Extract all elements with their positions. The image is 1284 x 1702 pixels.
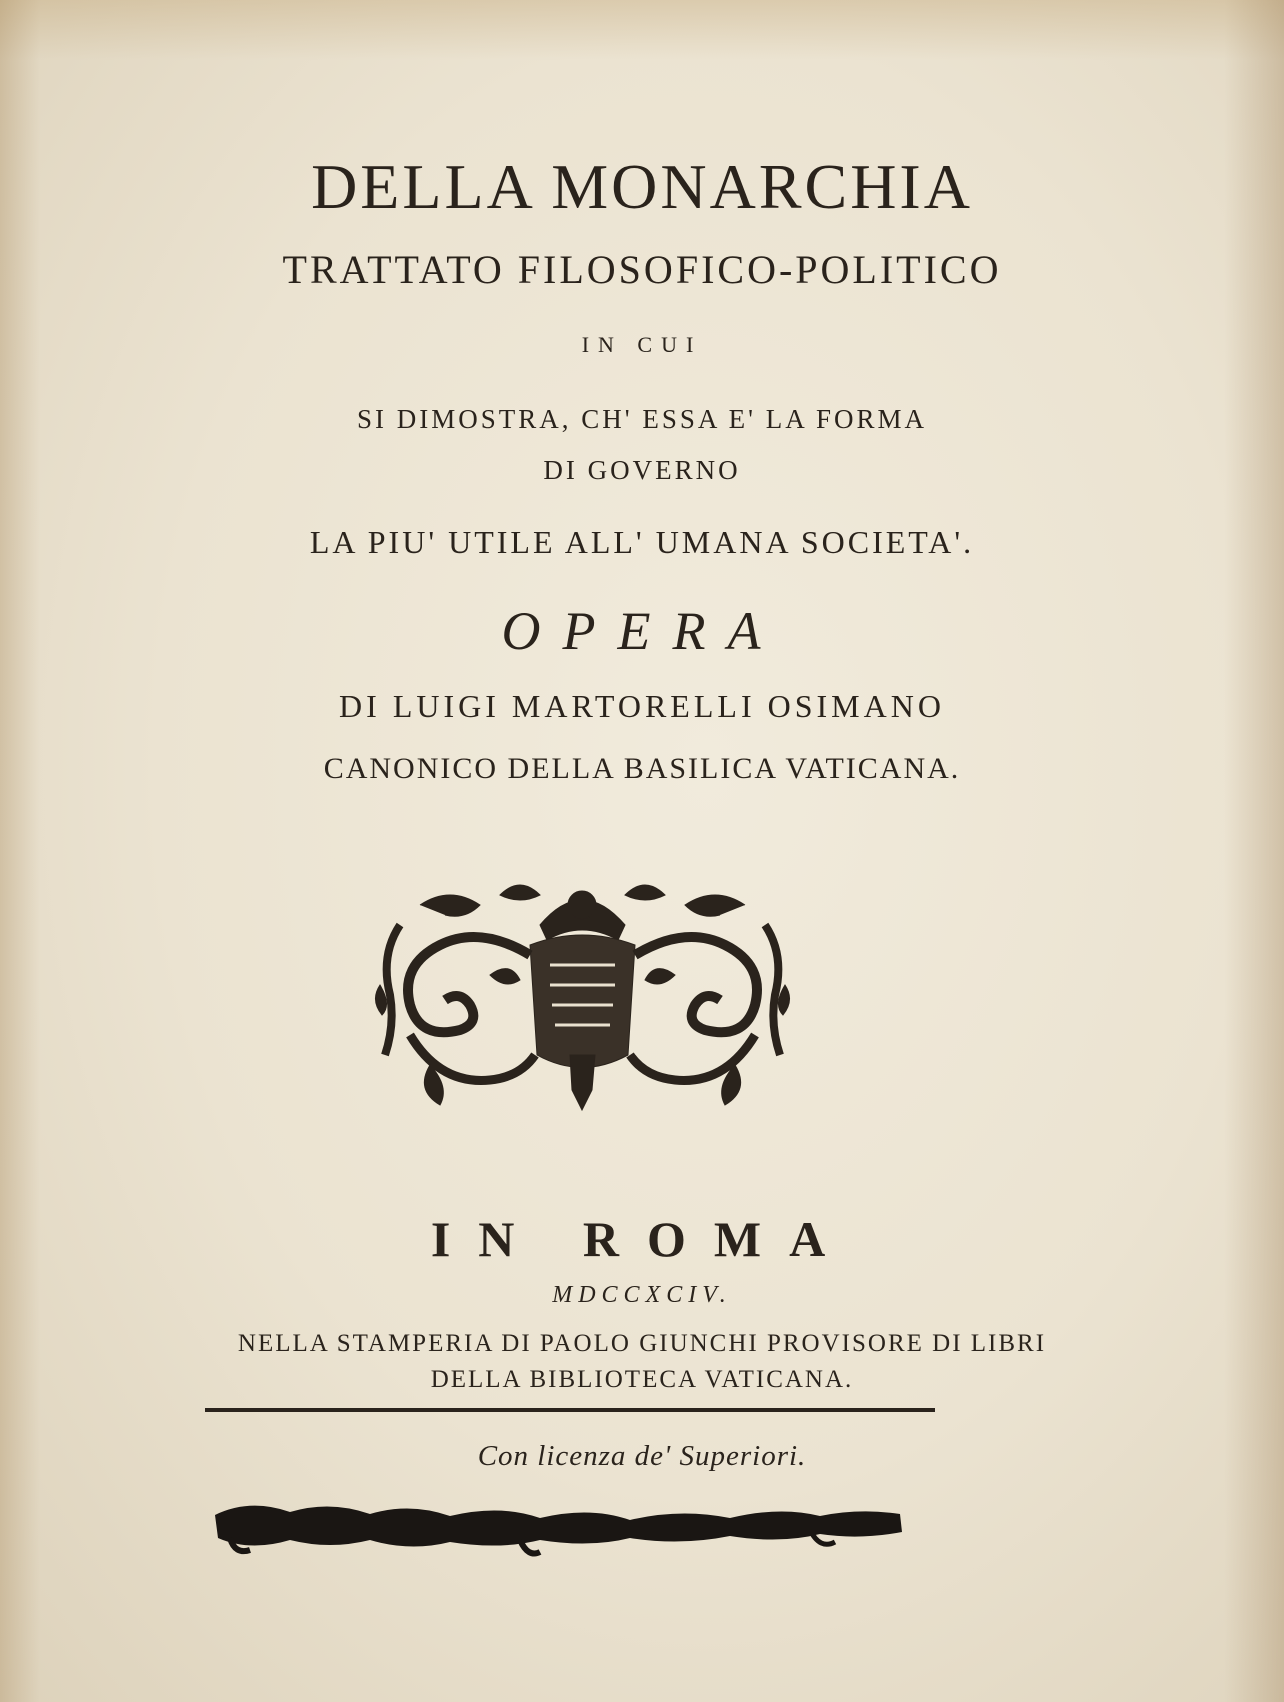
author-line: DI LUIGI MARTORELLI OSIMANO	[339, 688, 945, 724]
paper-stain-top	[0, 0, 1284, 60]
ink-redaction-mark	[210, 1490, 910, 1560]
printer-ornament-icon	[370, 865, 795, 1120]
printer-line-2: DELLA BIBLIOTECA VATICANA.	[430, 1366, 854, 1393]
author-role: CANONICO DELLA BASILICA VATICANA.	[323, 752, 961, 785]
imprint-year: MDCCXCIV.	[552, 1282, 732, 1308]
in-cui-text: IN CUI	[581, 332, 703, 357]
book-title: DELLA MONARCHIA	[311, 151, 973, 222]
imprint-city: IN ROMA	[430, 1211, 854, 1267]
description-line-2: DI GOVERNO	[543, 455, 741, 485]
printer-line-1: NELLA STAMPERIA DI PAOLO GIUNCHI PROVISORE DI LIBRI	[237, 1330, 1047, 1357]
horizontal-rule	[205, 1408, 935, 1412]
description-line-3: LA PIU' UTILE ALL' UMANA SOCIETA'.	[309, 524, 975, 560]
license-line: Con licenza de' Superiori.	[477, 1440, 807, 1472]
description-line-1: SI DIMOSTRA, CH' ESSA E' LA FORMA	[356, 404, 928, 434]
book-subtitle: TRATTATO FILOSOFICO-POLITICO	[282, 247, 1002, 292]
opera-heading: OPERA	[501, 601, 783, 661]
